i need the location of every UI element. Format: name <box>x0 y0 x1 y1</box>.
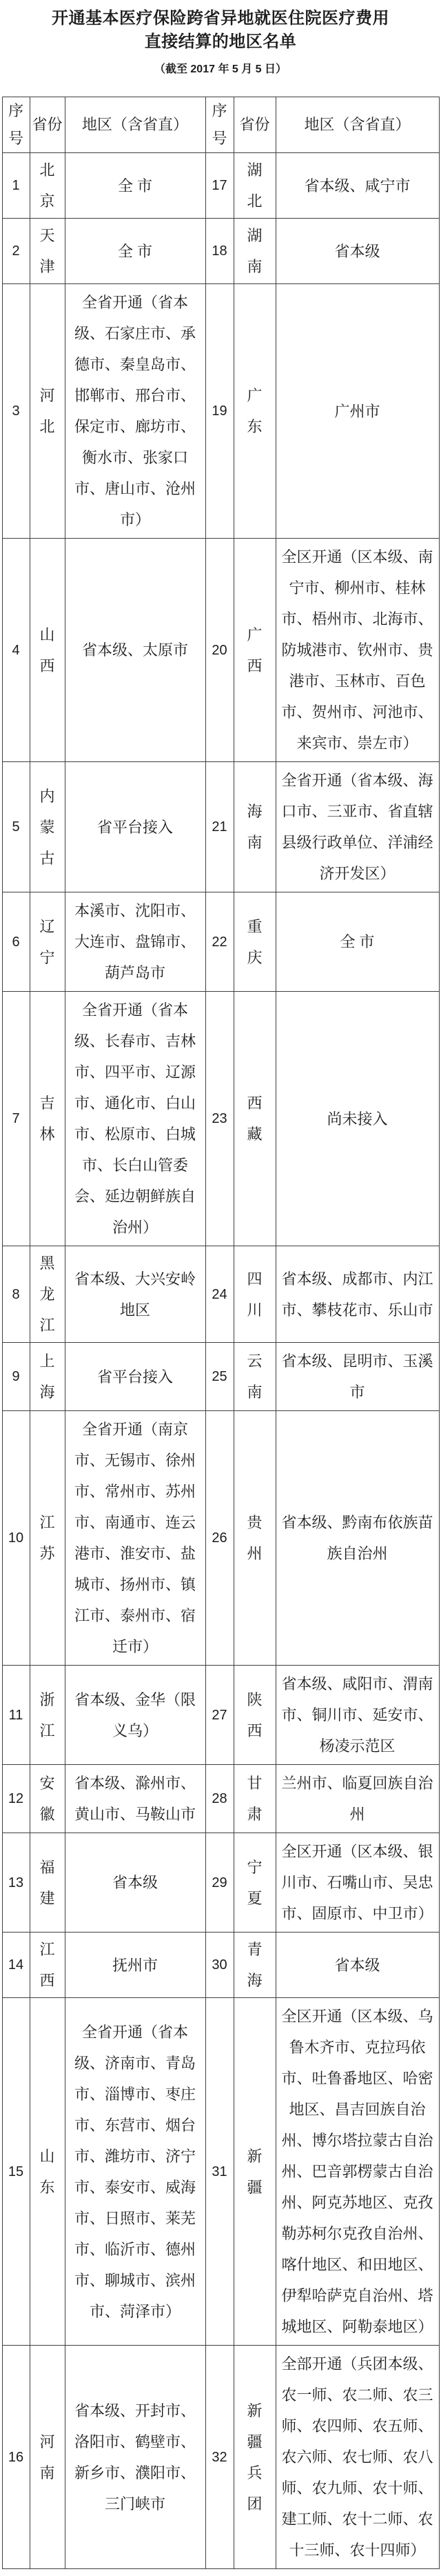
row-index-right: 27 <box>205 1666 234 1765</box>
region-list-right: 省本级、咸宁市 <box>276 153 439 219</box>
table-row <box>2 1998 439 2346</box>
page-title <box>0 7 441 54</box>
region-list-left: 省平台接入 <box>65 762 205 892</box>
row-index-left: 3 <box>2 284 30 539</box>
province-right: 西藏 <box>234 992 276 1246</box>
row-index-left: 11 <box>2 1666 30 1765</box>
table-row <box>2 892 439 992</box>
province-left: 福建 <box>30 1833 65 1933</box>
province-right: 陕西 <box>234 1666 276 1765</box>
province-right: 云南 <box>234 1343 276 1411</box>
region-list-left: 省本级、大兴安岭地区 <box>65 1246 205 1343</box>
row-index-left: 7 <box>2 992 30 1246</box>
province-left: 天津 <box>30 219 65 284</box>
row-index-right: 29 <box>205 1833 234 1933</box>
table-row <box>2 539 439 762</box>
row-index-right: 18 <box>205 219 234 284</box>
region-list-right: 省本级 <box>276 1933 439 1998</box>
table-header-row <box>2 97 439 153</box>
region-list-right: 省本级、成都市、内江市、攀枝花市、乐山市 <box>276 1246 439 1343</box>
region-list-left: 全省开通（省本级、长春市、吉林市、四平市、辽源市、通化市、白山市、松原市、白城市、长白山管委会、延边朝鲜族自治州） <box>65 992 205 1246</box>
region-list-left: 省平台接入 <box>65 1343 205 1411</box>
province-right: 宁夏 <box>234 1833 276 1933</box>
table-row <box>2 1765 439 1833</box>
row-index-right: 32 <box>205 2346 234 2569</box>
row-index-left: 12 <box>2 1765 30 1833</box>
region-list-left: 省本级、太原市 <box>65 539 205 762</box>
province-right: 贵州 <box>234 1411 276 1666</box>
table-row <box>2 992 439 1246</box>
region-list-left: 全 市 <box>65 153 205 219</box>
table-row <box>2 1666 439 1765</box>
province-left: 河北 <box>30 284 65 539</box>
region-list-right: 尚未接入 <box>276 992 439 1246</box>
header-region-right: 地区（含省直） <box>276 97 439 153</box>
header-province-left: 省份 <box>30 97 65 153</box>
province-right: 新疆兵团 <box>234 2346 276 2569</box>
row-index-right: 30 <box>205 1933 234 1998</box>
province-right: 甘肃 <box>234 1765 276 1833</box>
region-list-right: 全省开通（省本级、海口市、三亚市、省直辖县级行政单位、洋浦经济开发区） <box>276 762 439 892</box>
region-list-left: 省本级、开封市、洛阳市、鹤壁市、新乡市、濮阳市、三门峡市 <box>65 2346 205 2569</box>
region-list-right: 全部开通（兵团本级、农一师、农二师、农三师、农四师、农五师、农六师、农七师、农八师、农九师、农十师、建工师、农十二师、农十三师、农十四师） <box>276 2346 439 2569</box>
table-row <box>2 153 439 219</box>
province-left: 黑龙江 <box>30 1246 65 1343</box>
region-list-right: 全区开通（区本级、南宁市、柳州市、桂林市、梧州市、北海市、防城港市、钦州市、贵港市、玉林市、百色市、贺州市、河池市、来宾市、崇左市） <box>276 539 439 762</box>
row-index-left: 14 <box>2 1933 30 1998</box>
province-right: 海南 <box>234 762 276 892</box>
region-list-left: 省本级、滁州市、黄山市、马鞍山市 <box>65 1765 205 1833</box>
province-left: 辽宁 <box>30 892 65 992</box>
row-index-left: 6 <box>2 892 30 992</box>
table-row <box>2 219 439 284</box>
row-index-right: 20 <box>205 539 234 762</box>
province-right: 四川 <box>234 1246 276 1343</box>
province-right: 重庆 <box>234 892 276 992</box>
province-left: 上海 <box>30 1343 65 1411</box>
row-index-left: 9 <box>2 1343 30 1411</box>
row-index-left: 1 <box>2 153 30 219</box>
province-left: 河南 <box>30 2346 65 2569</box>
region-list-left: 本溪市、沈阳市、大连市、盘锦市、葫芦岛市 <box>65 892 205 992</box>
province-left: 北京 <box>30 153 65 219</box>
region-list-left: 全 市 <box>65 219 205 284</box>
region-list-left: 全省开通（南京市、无锡市、徐州市、常州市、苏州市、南通市、连云港市、淮安市、盐城市、扬州市、镇江市、泰州市、宿迁市） <box>65 1411 205 1666</box>
region-list-right: 省本级、昆明市、玉溪市 <box>276 1343 439 1411</box>
row-index-left: 8 <box>2 1246 30 1343</box>
region-list-right: 全区开通（区本级、银川市、石嘴山市、吴忠市、固原市、中卫市） <box>276 1833 439 1933</box>
row-index-right: 31 <box>205 1998 234 2346</box>
row-index-left: 15 <box>2 1998 30 2346</box>
province-right: 广西 <box>234 539 276 762</box>
table-body <box>2 153 439 2569</box>
row-index-right: 28 <box>205 1765 234 1833</box>
region-list-right: 省本级 <box>276 219 439 284</box>
region-list-right: 兰州市、临夏回族自治州 <box>276 1765 439 1833</box>
regions-table <box>2 97 440 2569</box>
region-list-left: 抚州市 <box>65 1933 205 1998</box>
province-left: 吉林 <box>30 992 65 1246</box>
region-list-left: 省本级 <box>65 1833 205 1933</box>
row-index-left: 13 <box>2 1833 30 1933</box>
table-row <box>2 1933 439 1998</box>
region-list-right: 省本级、黔南布依族苗族自治州 <box>276 1411 439 1666</box>
table-row <box>2 1343 439 1411</box>
table-row <box>2 1411 439 1666</box>
row-index-left: 2 <box>2 219 30 284</box>
header-index-right: 序号 <box>205 97 234 153</box>
table-row <box>2 284 439 539</box>
region-list-left: 全省开通（省本级、石家庄市、承德市、秦皇岛市、邯郸市、邢台市、保定市、廊坊市、衡水市、张家口市、唐山市、沧州市） <box>65 284 205 539</box>
region-list-right: 全 市 <box>276 892 439 992</box>
row-index-right: 19 <box>205 284 234 539</box>
region-list-left: 省本级、金华（限义乌） <box>65 1666 205 1765</box>
row-index-right: 21 <box>205 762 234 892</box>
row-index-right: 25 <box>205 1343 234 1411</box>
province-left: 江苏 <box>30 1411 65 1666</box>
page-title-line2: 直接结算的地区名单 <box>144 32 297 51</box>
region-list-right: 广州市 <box>276 284 439 539</box>
province-left: 内蒙古 <box>30 762 65 892</box>
table-row <box>2 1246 439 1343</box>
row-index-right: 24 <box>205 1246 234 1343</box>
row-index-left: 5 <box>2 762 30 892</box>
row-index-left: 4 <box>2 539 30 762</box>
header-province-right: 省份 <box>234 97 276 153</box>
row-index-left: 16 <box>2 2346 30 2569</box>
row-index-right: 26 <box>205 1411 234 1666</box>
province-right: 新疆 <box>234 1998 276 2346</box>
province-right: 广东 <box>234 284 276 539</box>
province-right: 湖北 <box>234 153 276 219</box>
header-index-left: 序号 <box>2 97 30 153</box>
page-title-line1: 开通基本医疗保险跨省异地就医住院医疗费用 <box>52 9 389 28</box>
table-row <box>2 2346 439 2569</box>
table-row <box>2 1833 439 1933</box>
province-left: 安徽 <box>30 1765 65 1833</box>
province-left: 山西 <box>30 539 65 762</box>
row-index-right: 22 <box>205 892 234 992</box>
table-row <box>2 762 439 892</box>
row-index-right: 17 <box>205 153 234 219</box>
header-region-left: 地区（含省直） <box>65 97 205 153</box>
province-left: 山东 <box>30 1998 65 2346</box>
row-index-left: 10 <box>2 1411 30 1666</box>
region-list-right: 全区开通（区本级、乌鲁木齐市、克拉玛依市、吐鲁番地区、哈密地区、昌吉回族自治州、博尔塔拉蒙古自治州、巴音郭楞蒙古自治州、阿克苏地区、克孜勒苏柯尔克孜自治州、喀什地区、和田地区、伊犁哈萨克自治州、塔城地区、阿勒泰地区） <box>276 1998 439 2346</box>
province-right: 湖南 <box>234 219 276 284</box>
province-right: 青海 <box>234 1933 276 1998</box>
region-list-right: 省本级、咸阳市、渭南市、铜川市、延安市、杨凌示范区 <box>276 1666 439 1765</box>
row-index-right: 23 <box>205 992 234 1246</box>
region-list-left: 全省开通（省本级、济南市、青岛市、淄博市、枣庄市、东营市、烟台市、潍坊市、济宁市、泰安市、威海市、日照市、莱芜市、临沂市、德州市、聊城市、滨州市、菏泽市） <box>65 1998 205 2346</box>
province-left: 江西 <box>30 1933 65 1998</box>
page-subtitle: （截至 2017 年 5 月 5 日） <box>154 63 287 75</box>
province-left: 浙江 <box>30 1666 65 1765</box>
